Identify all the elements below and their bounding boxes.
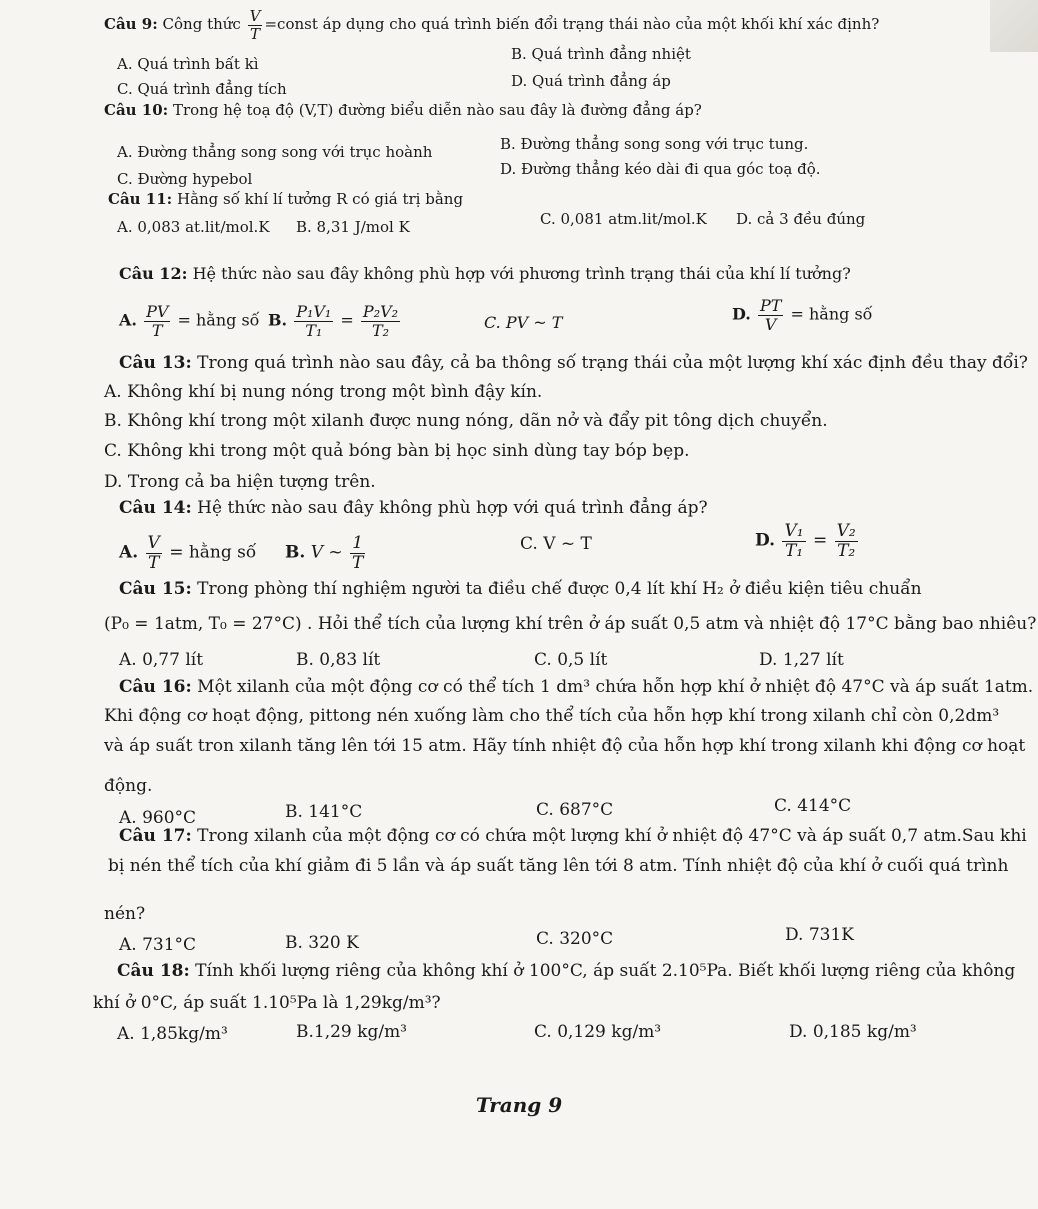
- q9-stem: Câu 9: Công thức $\frac{V}{T}$ =const áp dụng cho quá trình biến đổi trạng thái nào của một khối khí xác định?: [104, 7, 880, 43]
- q16-option-a[interactable]: A. 960°C: [119, 808, 197, 828]
- q13-option-a[interactable]: A. Không khí bị nung nóng trong một bình đậy kín.: [104, 382, 543, 402]
- q17-option-a[interactable]: A. 731°C: [119, 935, 197, 955]
- q11-stem: Câu 11: Hằng số khí lí tưởng R có giá trị bằng: [108, 190, 464, 208]
- q17-option-c[interactable]: C. 320°C: [536, 929, 614, 949]
- q10-option-d[interactable]: D. Đường thẳng kéo dài đi qua góc toạ độ.: [500, 160, 821, 178]
- q16-stem-line3: và áp suất tron xilanh tăng lên tới 15 atm. Hãy tính nhiệt độ của hỗn hợp khí trong xilanh khi động cơ hoạt: [104, 736, 1026, 756]
- q15-option-c[interactable]: C. 0,5 lít: [534, 650, 608, 670]
- q15-option-b[interactable]: B. 0,83 lít: [296, 650, 381, 670]
- q13-stem: Câu 13: Trong quá trình nào sau đây, cả ba thông số trạng thái của một lượng khí xác định đều thay đổi?: [119, 353, 1028, 373]
- q16-option-c[interactable]: C. 687°C: [536, 800, 614, 820]
- q18-stem-line1: Câu 18: Tính khối lượng riêng của không khí ở 100°C, áp suất 2.10⁵Pa. Biết khối lượng riêng của không: [117, 961, 1016, 981]
- q13-option-b[interactable]: B. Không khí trong một xilanh được nung nóng, dãn nở và đẩy pit tông dịch chuyển.: [104, 411, 828, 431]
- q14-option-a[interactable]: A. $\frac{V}{T}$ = hằng số: [119, 533, 257, 573]
- q10-option-b[interactable]: B. Đường thẳng song song với trục tung.: [500, 135, 809, 153]
- q14-stem: Câu 14: Hệ thức nào sau đây không phù hợp với quá trình đẳng áp?: [119, 498, 708, 518]
- q15-option-d[interactable]: D. 1,27 lít: [759, 650, 844, 670]
- q10-stem: Câu 10: Trong hệ toạ độ (V,T) đường biểu diễn nào sau đây là đường đẳng áp?: [104, 101, 702, 119]
- q16-stem-line4: động.: [104, 776, 153, 796]
- q10-option-a[interactable]: A. Đường thẳng song song với trục hoành: [117, 143, 433, 161]
- q18-option-c[interactable]: C. 0,129 kg/m³: [534, 1022, 662, 1042]
- q12-option-d[interactable]: D. $\frac{PT}{V}$ = hằng số: [732, 296, 873, 334]
- q16-option-d[interactable]: C. 414°C: [774, 796, 852, 816]
- q9-number: Câu 9:: [104, 15, 158, 33]
- q11-option-c[interactable]: C. 0,081 atm.lit/mol.K: [540, 210, 707, 228]
- q17-stem-line1: Câu 17: Trong xilanh của một động cơ có chứa một lượng khí ở nhiệt độ 47°C và áp suất 0,7 atm.Sau khi: [119, 826, 1027, 846]
- page-number-footer: Trang 9: [475, 1093, 563, 1117]
- page-corner-shadow: [990, 0, 1038, 52]
- q17-option-d[interactable]: D. 731K: [785, 925, 854, 945]
- q9-option-a[interactable]: A. Quá trình bất kì: [117, 55, 259, 73]
- q17-stem-line3: nén?: [104, 904, 146, 924]
- q14-option-d[interactable]: D. $\frac{\text{V₁}}{\text{T₁}}$ = $\frac{\text{V₂}}{\text{T₂}}$: [755, 521, 856, 561]
- q16-stem-line2: Khi động cơ hoạt động, pittong nén xuống làm cho thể tích của hỗn hợp khí trong xilanh chỉ còn 0,2dm³: [104, 706, 1000, 726]
- q18-stem-line2: khí ở 0°C, áp suất 1.10⁵Pa là 1,29kg/m³?: [93, 993, 441, 1013]
- q16-option-b[interactable]: B. 141°C: [285, 802, 363, 822]
- q17-stem-line2: bị nén thể tích của khí giảm đi 5 lần và áp suất tăng lên tới 8 atm. Tính nhiệt độ của khí ở cuối quá trình: [108, 856, 1009, 876]
- q13-option-d[interactable]: D. Trong cả ba hiện tượng trên.: [104, 472, 376, 492]
- q18-option-a[interactable]: A. 1,85kg/m³: [117, 1024, 228, 1044]
- q9-option-b[interactable]: B. Quá trình đẳng nhiệt: [511, 45, 691, 63]
- q13-option-c[interactable]: C. Không khi trong một quả bóng bàn bị học sinh dùng tay bóp bẹp.: [104, 441, 690, 461]
- q15-option-a[interactable]: A. 0,77 lít: [119, 650, 204, 670]
- q16-stem-line1: Câu 16: Một xilanh của một động cơ có thể tích 1 dm³ chứa hỗn hợp khí ở nhiệt độ 47°C và áp suất 1atm.: [119, 677, 1034, 697]
- q14-option-b[interactable]: B. V ~ $\frac{1}{T}$: [285, 533, 364, 573]
- q12-option-c[interactable]: C. PV ~ T: [484, 313, 563, 332]
- q9-option-c[interactable]: C. Quá trình đẳng tích: [117, 80, 287, 98]
- q14-option-c[interactable]: C. V ~ T: [520, 534, 592, 554]
- q12-option-a[interactable]: A. $\frac{PV}{T}$ = hằng số: [119, 302, 260, 340]
- q10-option-c[interactable]: C. Đường hypebol: [117, 170, 253, 188]
- q12-stem: Câu 12: Hệ thức nào sau đây không phù hợp với phương trình trạng thái của khí lí tưởng?: [119, 264, 851, 283]
- q11-option-b[interactable]: B. 8,31 J/mol K: [296, 218, 410, 236]
- q17-option-b[interactable]: B. 320 K: [285, 933, 359, 953]
- q18-option-d[interactable]: D. 0,185 kg/m³: [789, 1022, 917, 1042]
- q11-option-a[interactable]: A. 0,083 at.lit/mol.K: [117, 218, 270, 236]
- q15-stem-line1: Câu 15: Trong phòng thí nghiệm người ta điều chế được 0,4 lít khí H₂ ở điều kiện tiêu chuẩn: [119, 579, 922, 599]
- q9-fraction: $\frac{V}{T}$: [249, 7, 261, 43]
- q12-option-b[interactable]: B. $\frac{\text{P₁V₁}}{\text{T₁}}$ = $\frac{\text{P₂V₂}}{\text{T₂}}$: [268, 302, 399, 340]
- q15-stem-line2: (P₀ = 1atm, T₀ = 27°C) . Hỏi thể tích của lượng khí trên ở áp suất 0,5 atm và nhiệt độ 17°C bằng bao nhiêu?: [104, 614, 1037, 634]
- q11-option-d[interactable]: D. cả 3 đều đúng: [736, 210, 866, 228]
- q18-option-b[interactable]: B.1,29 kg/m³: [296, 1022, 407, 1042]
- q9-option-d[interactable]: D. Quá trình đẳng áp: [511, 72, 671, 90]
